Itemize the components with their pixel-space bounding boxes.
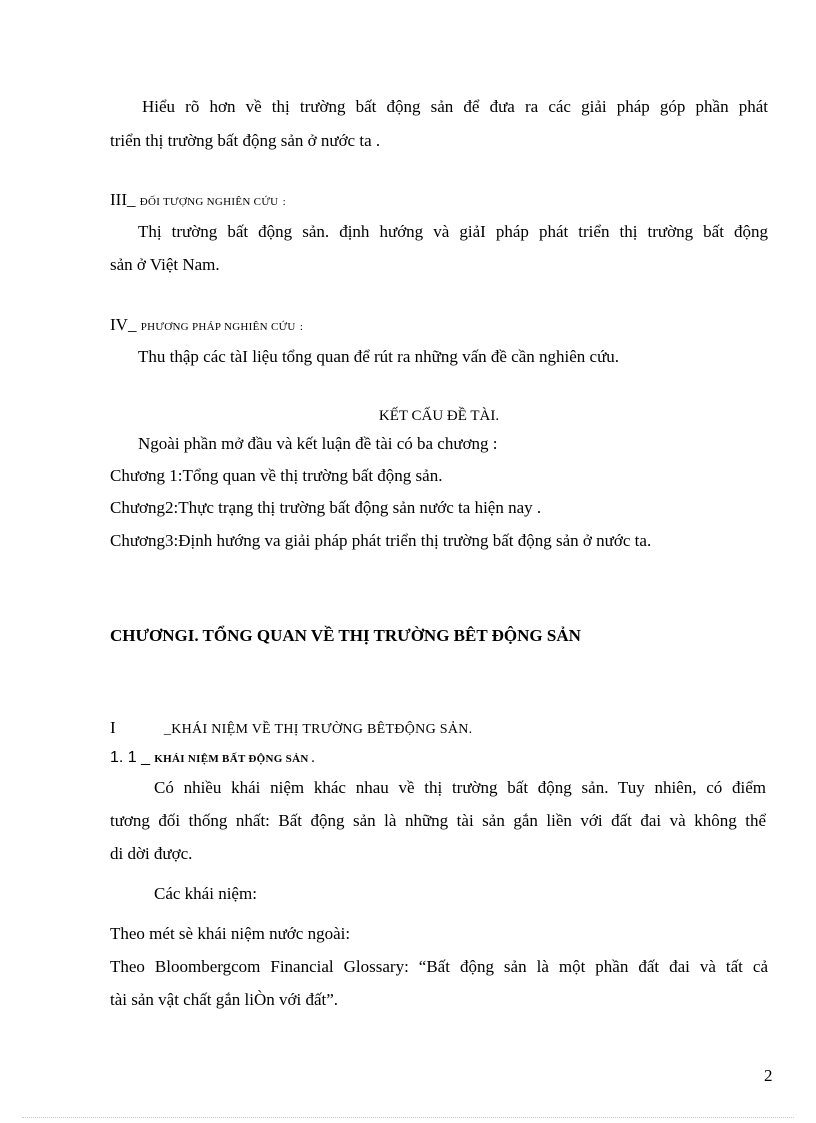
section-3-colon: : [282,196,287,208]
section-3-line-1: Thị trường bất động sản. định hướng và giảI pháp phát triển thị trường bất động [138,222,768,241]
definition-line-3: di dời được. [110,844,193,863]
section-4-line-1: Thu thập các tàI liệu tổng quan để rút ra những vấn đề cần nghiên cứu. [138,347,620,366]
page-bottom-border [22,1117,794,1118]
purpose-line-1: Hiểu rõ hơn về thị trường bất động sản để đưa ra các giải pháp góp phần phát [142,97,768,116]
section-4-title: PHƯƠNG PHÁP NGHIÊN CỨU [140,321,296,333]
bloomberg-line-1: Theo Bloombergcom Financial Glossary: “Bất động sản là một phần đất đai và tất cả [110,957,768,976]
section-3-heading [110,190,286,212]
section-4-colon: : [299,321,304,333]
bloomberg-line-2: tài sản vật chất gắn liÒn với đất”. [110,990,339,1009]
chapter-item-1: Chương 1:Tổng quan về thị trường bất động sản. [110,466,443,485]
page-number: 2 [764,1066,773,1085]
section-3-title: ĐỐI TƯỢNG NGHIÊN CỨU [139,196,279,208]
section-I-number: I [110,718,116,737]
definition-line-2: tương đối thống nhất: Bất động sản là những tài sản gắn liền với đất đai và không thể [110,811,766,830]
section-4-prefix: IV_ [110,315,137,334]
subsection-1-1-number: 1. 1 _ [110,749,151,766]
foreign-concepts: Theo mét sè khái niệm nước ngoài: [110,924,351,943]
concepts-label: Các khái niệm: [154,884,257,903]
definition-line-1: Có nhiều khái niệm khác nhau về thị trường bất động sản. Tuy nhiên, có điểm [154,778,766,797]
section-I-heading [110,718,473,740]
structure-intro: Ngoài phần mở đầu và kết luận đề tài có ba chương : [138,434,498,453]
chapter-item-2: Chương2:Thực trạng thị trường bất động sản nước ta hiện nay . [110,498,542,517]
purpose-line-2: triển thị trường bất động sản ở nước ta . [110,131,381,150]
structure-heading: KẾT CẤU ĐỀ TÀI. [378,408,500,424]
section-I-title: _KHÁI NIỆM VỀ THỊ TRƯỜNG BÊTĐỘNG SẢN. [163,722,473,737]
section-4-heading [110,315,303,337]
chapter-item-3: Chương3:Định hướng va giải pháp phát triển thị trường bất động sản ở nước ta. [110,531,652,550]
subsection-1-1-heading [110,747,315,769]
chapter-1-title: CHƯƠNGI. TỔNG QUAN VỀ THỊ TRƯỜNG BÊT ĐỘNG SẢN [110,626,581,645]
section-3-prefix: III_ [110,190,136,209]
section-3-line-2: sản ở Việt Nam. [110,255,220,274]
subsection-1-1-title: KHÁI NIỆM BẤT ĐỘNG SẢN . [154,753,315,765]
